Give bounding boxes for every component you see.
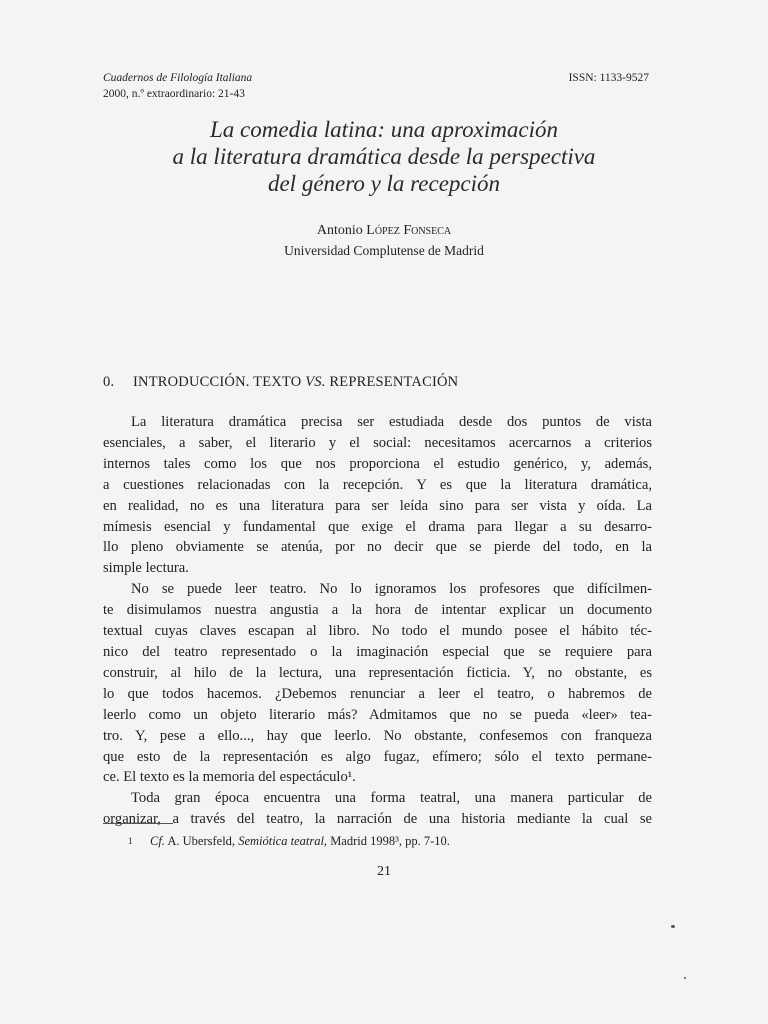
footnote-author: A. Ubersfeld, xyxy=(164,834,239,848)
section-title-vs: VS. xyxy=(305,374,326,390)
scan-speck xyxy=(671,925,675,928)
body-line: leerlo como un objeto literario más? Admitamos que no se pueda «leer» tea- xyxy=(103,706,652,723)
author-last-name: López Fonseca xyxy=(366,223,452,238)
body-line: llo pleno obviamente se atenúa, por no decir que se pierde del todo, en la xyxy=(103,539,652,556)
article-title xyxy=(70,116,698,197)
footnote-divider xyxy=(103,823,173,824)
journal-name: Cuadernos de Filología Italiana xyxy=(103,72,253,84)
body-line: internos tales como los que nos proporciona el estudio genérico, y, además, xyxy=(103,455,652,472)
body-line: que esto de la representación es algo fugaz, efímero; sólo el texto permane- xyxy=(103,748,652,765)
body-line: textual cuyas claves escapan al libro. No todo el mundo posee el hábito téc- xyxy=(103,623,652,640)
footnote xyxy=(128,832,450,850)
section-title-a: INTRODUCCIÓN. TEXTO xyxy=(133,374,306,390)
footnote-marker: 1 xyxy=(128,836,133,846)
body-line: La literatura dramática precisa ser estudiada desde dos puntos de vista xyxy=(131,414,652,430)
page-number: 21 xyxy=(377,864,391,879)
issn: ISSN: 1133-9527 xyxy=(568,72,649,84)
author-name xyxy=(0,221,768,241)
title-line-2: a la literatura dramática desde la perspectiva xyxy=(172,144,596,169)
body-text xyxy=(103,412,652,830)
section-title-b: REPRESENTACIÓN xyxy=(325,374,459,390)
body-line: en realidad, no es una literatura para ser leída sino para ser vista y oída. La xyxy=(103,497,652,514)
body-line: mímesis esencial y fundamental que exige el drama para llegar a su desarro- xyxy=(103,518,652,535)
body-line: simple lectura. xyxy=(103,560,189,577)
body-line: lo que todos hacemos. ¿Debemos renunciar a leer el teatro, o habremos de xyxy=(103,685,652,702)
body-line: te disimulamos nuestra angustia a la hora de intentar explicar un documento xyxy=(103,602,652,619)
scan-speck xyxy=(684,977,686,979)
body-line: nico del teatro representado o la imaginación especial que se requiere para xyxy=(103,643,652,660)
journal-issue: 2000, n.º extraordinario: 21-43 xyxy=(103,88,245,100)
author-first-name: Antonio xyxy=(316,223,363,238)
body-line: a cuestiones relacionadas con la recepción. Y es que la literatura dramática, xyxy=(103,476,652,493)
title-line-3: del género y la recepción xyxy=(267,171,501,196)
body-line: ce. El texto es la memoria del espectáculo¹. xyxy=(103,769,356,786)
body-line: organizar, a través del teatro, la narración de una historia mediante la cual se xyxy=(103,811,652,828)
body-line: construir, al hilo de la lectura, una representación ficticia. Y, no obstante, es xyxy=(103,664,652,681)
section-number: 0. xyxy=(103,374,115,390)
body-line: No se puede leer teatro. No lo ignoramos los profesores que difícilmen- xyxy=(131,581,652,598)
title-line-1: La comedia latina: una aproximación xyxy=(210,117,558,142)
running-header xyxy=(103,70,649,102)
section-heading xyxy=(103,374,458,391)
footnote-work: Semiótica teatral, xyxy=(238,834,328,848)
footnote-cf: Cf. xyxy=(150,834,165,848)
body-line: tro. Y, pese a ello..., hay que leerlo. No obstante, confesemos con franqueza xyxy=(103,727,652,744)
body-line: esenciales, a saber, el literario y el social: necesitamos acercarnos a criterios xyxy=(103,434,652,451)
body-line: Toda gran época encuentra una forma teatral, una manera particular de xyxy=(131,790,652,807)
footnote-rest: Madrid 1998³, pp. 7-10. xyxy=(327,834,450,848)
author-affiliation: Universidad Complutense de Madrid xyxy=(284,243,484,258)
